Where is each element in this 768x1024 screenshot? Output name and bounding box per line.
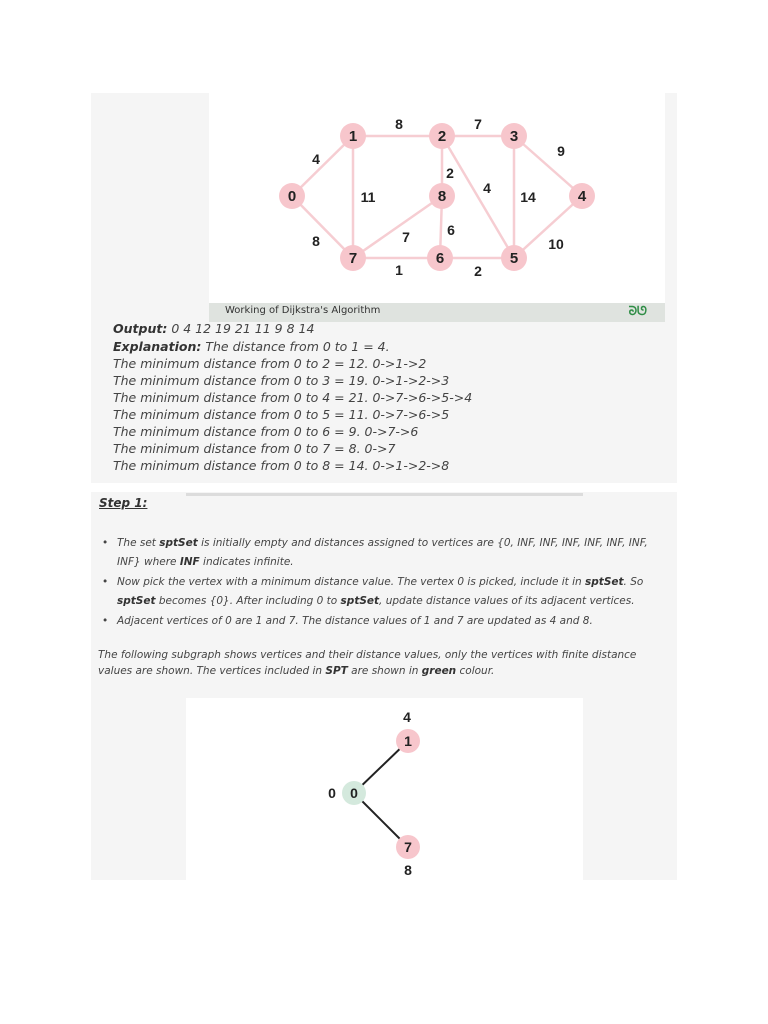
output-value: 0 4 12 19 21 11 9 8 14 — [171, 321, 315, 336]
bullet-2-text: Now pick the vertex with a minimum distance value. The vertex 0 is picked, include it in sptSet. So sptSet becomes {0}. After including 0 to sptSet, update distance values of its adjacent vertices. — [117, 576, 644, 607]
node-5-label: 5 — [509, 250, 519, 267]
gfg-logo-icon: ᘐᘎ — [628, 304, 647, 318]
weight-0-7: 8 — [312, 233, 320, 249]
caption-text: Working of Dijkstra's Algorithm — [225, 305, 381, 316]
divider-bar — [186, 493, 583, 496]
output-line — [113, 321, 314, 336]
weight-5-6: 2 — [474, 263, 482, 279]
node-0-label: 0 — [287, 188, 297, 205]
edge-0-7 — [292, 196, 353, 258]
bullet-3-text: Adjacent vertices of 0 are 1 and 7. The distance values of 1 and 7 are updated as 4 and 8. — [117, 615, 593, 627]
node-8-label: 8 — [437, 188, 447, 205]
distance-line-3: The minimum distance from 0 to 3 = 19. 0->1->2->3 — [113, 373, 450, 388]
bullet-dot-icon: • — [102, 576, 109, 588]
weight-7-8: 7 — [402, 229, 410, 245]
distance-line-5: The minimum distance from 0 to 5 = 11. 0->7->6->5 — [113, 407, 450, 422]
explanation-value: The distance from 0 to 1 = 4. — [205, 339, 390, 354]
bullet-dot-icon: • — [102, 615, 109, 627]
weight-2-5: 4 — [483, 180, 491, 196]
distance-line-6: The minimum distance from 0 to 6 = 9. 0->7->6 — [113, 424, 419, 439]
distance-line-2: The minimum distance from 0 to 2 = 12. 0->1->2 — [113, 356, 427, 371]
weight-3-4: 9 — [557, 143, 565, 159]
weight-2-8: 2 — [446, 165, 454, 181]
node-4-label: 4 — [577, 188, 587, 205]
weight-0-1: 4 — [312, 151, 320, 167]
output-label: Output: — [113, 321, 168, 336]
sub-node-7-distance: 8 — [404, 862, 412, 878]
distance-line-7: The minimum distance from 0 to 7 = 8. 0->7 — [113, 441, 396, 456]
node-2-label: 2 — [437, 128, 447, 145]
caption-bar — [209, 303, 665, 322]
main-graph — [209, 93, 665, 303]
edge-7-8 — [353, 196, 442, 258]
explanation-line — [113, 339, 390, 354]
bullet-1-text: The set sptSet is initially empty and distances assigned to vertices are {0, INF, INF, INF, INF, INF, INF, INF} where INF indicates infinite. — [117, 537, 648, 568]
weight-6-8: 6 — [447, 222, 455, 238]
weight-3-5: 14 — [520, 189, 536, 205]
explanation-label: Explanation: — [113, 339, 202, 354]
bullet-dot-icon: • — [102, 537, 109, 549]
subgraph-description: The following subgraph shows vertices and their distance values, only the vertices with finite distance values are shown. The vertices included in SPT are shown in green colour. — [98, 649, 637, 677]
distance-line-4: The minimum distance from 0 to 4 = 21. 0->7->6->5->4 — [113, 390, 473, 405]
node-1-label: 1 — [348, 128, 358, 145]
distance-line-8: The minimum distance from 0 to 8 = 14. 0->1->2->8 — [113, 458, 450, 473]
sub-node-0-distance: 0 — [328, 785, 336, 801]
weight-4-5: 10 — [548, 236, 564, 252]
weight-2-3: 7 — [474, 116, 482, 132]
main-graph-card — [209, 93, 665, 303]
weight-1-7: 11 — [360, 189, 376, 205]
sub-node-1-distance: 4 — [403, 709, 411, 725]
node-3-label: 3 — [509, 128, 519, 145]
node-6-label: 6 — [435, 250, 445, 267]
node-7-label: 7 — [348, 250, 358, 267]
sub-node-7-label: 7 — [404, 839, 412, 855]
step-title: Step 1: — [99, 496, 148, 510]
sub-node-1-label: 1 — [404, 733, 412, 749]
sub-node-0-label: 0 — [350, 785, 358, 801]
subgraph-card — [186, 698, 583, 880]
weight-1-2: 8 — [395, 116, 403, 132]
weight-6-7: 1 — [395, 262, 403, 278]
edge-3-4 — [514, 136, 582, 196]
subgraph — [186, 698, 583, 880]
